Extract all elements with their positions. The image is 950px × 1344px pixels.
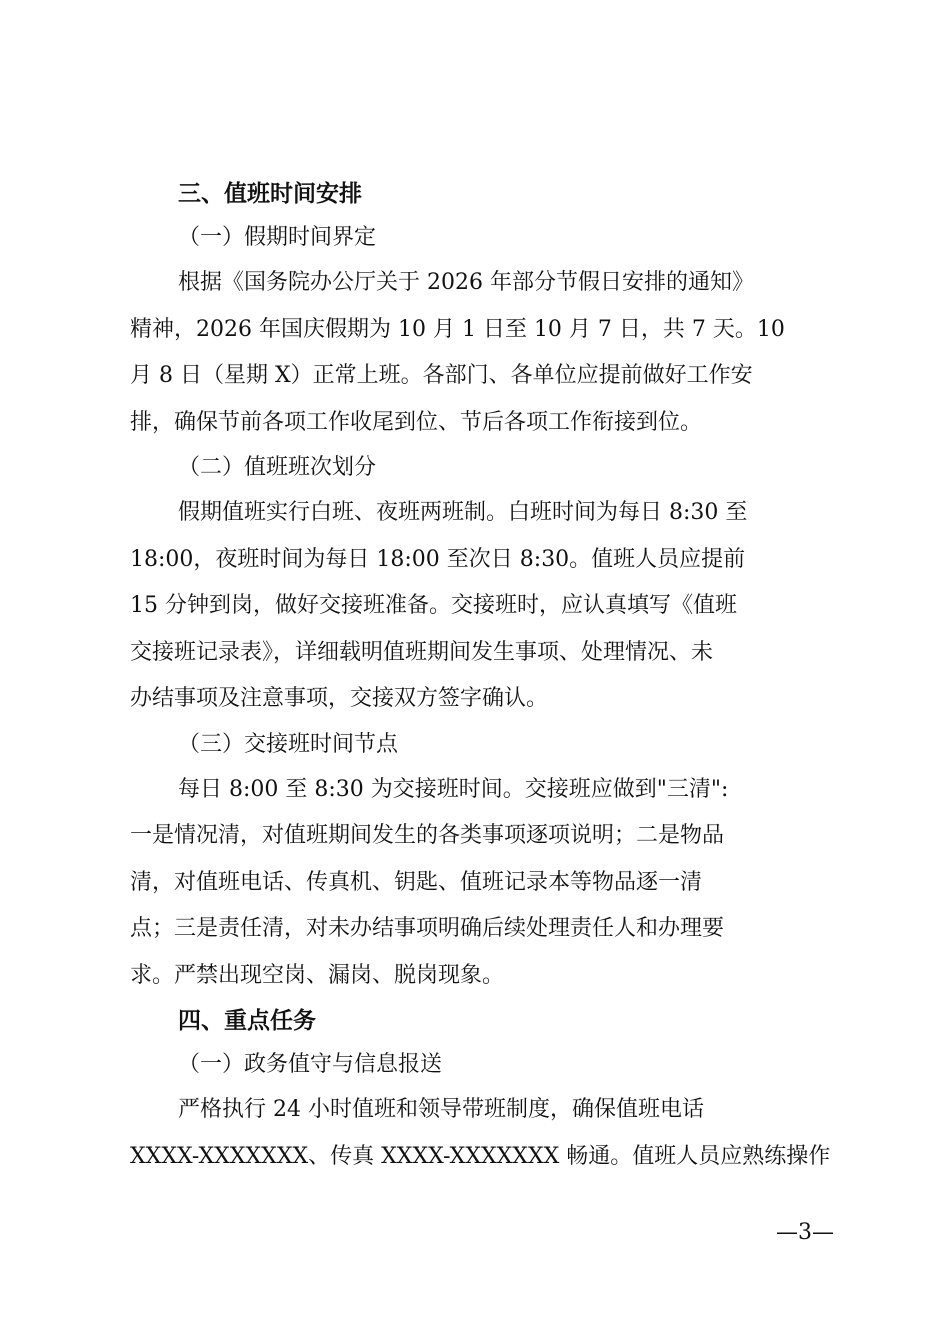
document-body xyxy=(130,172,831,1180)
text-line: 月 8 日（星期 X）正常上班。各部门、各单位应提前做好工作安 xyxy=(130,363,753,388)
section-heading-3: 三、值班时间安排 xyxy=(178,181,362,207)
text-line: 根据《国务院办公厅关于 2026 年部分节假日安排的通知》 xyxy=(178,270,754,295)
text-line: 18:00，夜班时间为每日 18:00 至次日 8:30。值班人员应提前 xyxy=(130,546,746,572)
text-line: 假期值班实行白班、夜班两班制。白班时间为每日 8:30 至 xyxy=(178,500,748,525)
section-heading-4: 四、重点任务 xyxy=(178,1008,316,1034)
text-line: 交接班记录表》，详细载明值班期间发生事项、处理情况、未 xyxy=(130,639,714,665)
text-line: 每日 8:00 至 8:30 为交接班时间。交接班应做到"三清": xyxy=(178,776,729,802)
paragraph-holiday-period xyxy=(130,260,828,446)
text-line: 一是情况清，对值班期间发生的各类事项逐项说明；二是物品 xyxy=(130,823,725,848)
paragraph-duty-reporting xyxy=(130,1087,831,1180)
subheading-duty-reporting: （一）政务值守与信息报送 xyxy=(178,1052,443,1077)
text-line: XXXX-XXXXXXX、传真 XXXX-XXXXXXX 畅通。值班人员应熟练操作 xyxy=(130,1143,831,1169)
subheading-holiday-period: （一）假期时间界定 xyxy=(178,225,377,250)
paragraph-shift-division xyxy=(130,490,828,723)
text-line: 求。严禁出现空岗、漏岗、脱岗现象。 xyxy=(130,962,505,988)
text-line: 精神，2026 年国庆假期为 10 月 1 日至 10 月 7 日，共 7 天。10 xyxy=(130,316,785,342)
paragraph-handover-time xyxy=(130,767,828,1000)
text-line: 清，对值班电话、传真机、钥匙、值班记录本等物品逐一清 xyxy=(130,869,703,895)
subheading-shift-division: （二）值班班次划分 xyxy=(178,455,377,480)
page-number: —3— xyxy=(776,1220,834,1245)
text-line: 排，确保节前各项工作收尾到位、节后各项工作衔接到位。 xyxy=(130,409,703,435)
text-line: 15 分钟到岗，做好交接班准备。交接班时，应认真填写《值班 xyxy=(130,593,737,618)
subheading-handover-time: （三）交接班时间节点 xyxy=(178,731,399,757)
text-line: 严格执行 24 小时值班和领导带班制度，确保值班电话 xyxy=(178,1097,704,1122)
text-line: 点；三是责任清，对未办结事项明确后续处理责任人和办理要 xyxy=(130,916,725,941)
text-line: 办结事项及注意事项，交接双方签字确认。 xyxy=(130,686,549,711)
